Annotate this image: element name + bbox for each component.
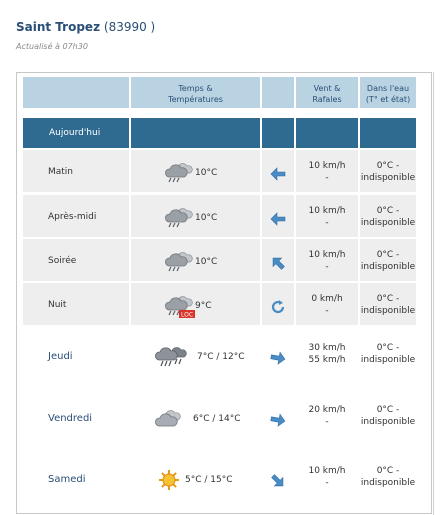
temperature: 10°C [195,213,218,223]
today-band [23,118,416,148]
header-eau [360,77,416,108]
row-label: Soirée [23,239,129,281]
arrow-left-icon [269,165,287,186]
arrow-left-icon [269,210,287,231]
band-cell [262,118,294,148]
wind-speed: 10 km/h [308,250,346,260]
wind-direction-cell [262,195,294,237]
weather-cell [131,283,260,325]
wind-speed: 10 km/h [308,206,346,216]
band-cell [296,118,358,148]
header-temps [131,77,260,108]
header-eau-l1: Dans l'eau [366,84,410,93]
weather-group [155,347,245,367]
row-label: Matin [23,150,129,192]
water-cell [360,453,416,509]
temperature: 5°C / 15°C [185,475,233,485]
table-header [23,77,416,108]
rain-cloud-local-icon [163,296,193,316]
wind-gust: - [325,417,329,427]
header-empty [23,77,129,108]
wind-cell [296,150,358,192]
weather-group [163,296,212,316]
period-row [23,150,416,192]
water-cell [360,150,416,192]
cloud-icon [155,409,191,429]
day-row [23,330,416,386]
water-temp: 0°C - [376,206,400,216]
water-state: indisponible [360,218,416,228]
today-label: Aujourd'hui [23,118,129,148]
update-time: Actualisé à 07h30 [16,42,88,51]
water-temp: 0°C - [376,294,400,304]
weather-cell [131,330,260,386]
wind-cell [296,330,358,386]
arrow-down-right-icon [269,472,287,493]
header-vent-l1: Vent & [313,84,341,93]
wind-gust: - [325,478,329,488]
water-temp: 0°C - [376,343,400,353]
weather-group [163,208,217,228]
wind-cell [296,392,358,448]
row-label: Après-midi [23,195,129,237]
scroll-edge [433,72,434,515]
water-temp: 0°C - [376,250,400,260]
city-name: Saint Tropez [16,20,101,34]
weather-group [163,163,217,183]
period-row [23,195,416,237]
local-badge-icon [179,310,195,318]
band-cell [131,118,260,148]
wind-direction-cell [262,392,294,448]
wind-gust: 55 km/h [308,355,346,365]
wind-speed: 10 km/h [308,161,346,171]
wind-cell [296,195,358,237]
local-badge-text: LOC [180,311,194,318]
header-eau-l2: (T° et état) [365,95,411,104]
temperature: 7°C / 12°C [197,352,245,362]
header-vent-l2: Rafales [312,95,342,104]
temperature: 6°C / 14°C [193,414,241,424]
wind-gust: - [325,306,329,316]
water-cell [360,330,416,386]
wind-cell [296,453,358,509]
wind-direction-cell [262,453,294,509]
wind-gust: - [325,173,329,183]
wind-cell [296,239,358,281]
period-row [23,283,416,325]
water-state: indisponible [360,306,416,316]
row-label[interactable]: Jeudi [48,351,73,362]
arrow-right-icon [269,411,287,432]
weather-cell [131,150,260,192]
heavy-rain-icon [155,347,195,367]
day-row [23,453,416,509]
header-temps-l1: Temps & [178,84,213,93]
arrow-up-left-icon [269,254,287,275]
variable-wind-icon [269,298,287,319]
row-label: Nuit [23,283,129,325]
row-label[interactable]: Samedi [48,474,86,485]
sun-icon [155,468,183,492]
rain-cloud-icon [163,163,193,183]
weather-cell [131,195,260,237]
water-cell [360,195,416,237]
weather-group [155,409,241,429]
weather-group [163,252,217,272]
band-cell [360,118,416,148]
header-temps-l2: Températures [168,95,223,104]
location-title [16,20,155,34]
wind-direction-cell [262,283,294,325]
arrow-right-icon [269,349,287,370]
water-temp: 0°C - [376,466,400,476]
rain-cloud-icon [163,252,193,272]
temperature: 10°C [195,168,218,178]
water-state: indisponible [360,173,416,183]
wind-cell [296,283,358,325]
water-state: indisponible [360,478,416,488]
wind-speed: 10 km/h [308,466,346,476]
weather-cell [131,453,260,509]
water-temp: 0°C - [376,405,400,415]
temperature: 10°C [195,257,218,267]
wind-direction-cell [262,239,294,281]
water-temp: 0°C - [376,161,400,171]
wind-gust: - [325,262,329,272]
wind-speed: 0 km/h [311,294,343,304]
water-state: indisponible [360,262,416,272]
wind-gust: - [325,218,329,228]
header-arrow-col [262,77,294,108]
postcode: (83990 ) [103,20,156,34]
water-cell [360,239,416,281]
water-state: indisponible [360,355,416,365]
weather-cell [131,392,260,448]
wind-direction-cell [262,150,294,192]
wind-speed: 30 km/h [308,343,346,353]
wind-speed: 20 km/h [308,405,346,415]
temperature: 9°C [195,301,212,311]
weather-group [155,470,233,490]
rain-cloud-icon [163,208,193,228]
water-cell [360,392,416,448]
row-label[interactable]: Vendredi [48,413,93,424]
wind-direction-cell [262,330,294,386]
day-row [23,392,416,448]
water-cell [360,283,416,325]
header-vent [296,77,358,108]
water-state: indisponible [360,417,416,427]
weather-cell [131,239,260,281]
period-row [23,239,416,281]
